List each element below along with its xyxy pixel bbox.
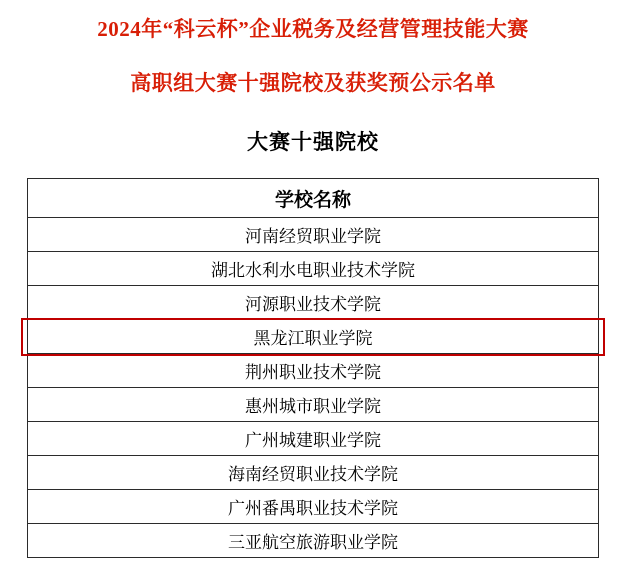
table-row [28,388,599,422]
school-table [27,178,599,558]
title-line-2: 高职组大赛十强院校及获奖预公示名单 [130,71,496,95]
table-row [28,354,599,388]
school-name-cell: 三亚航空旅游职业学院 [28,524,599,558]
table-header-row [28,179,599,218]
school-name-cell: 惠州城市职业学院 [28,388,599,422]
column-header-school-name: 学校名称 [28,179,599,218]
table-row [28,524,599,558]
school-name-cell: 河源职业技术学院 [28,286,599,320]
section-heading: 大赛十强院校 [247,130,379,154]
table-row [28,490,599,524]
table-row [28,286,599,320]
table-row [28,456,599,490]
school-name-cell: 海南经贸职业技术学院 [28,456,599,490]
school-name-cell: 湖北水利水电职业技术学院 [28,252,599,286]
school-name-cell: 荆州职业技术学院 [28,354,599,388]
table-row [28,218,599,252]
school-name-cell: 黑龙江职业学院 [28,320,599,354]
school-name-cell: 广州番禺职业技术学院 [28,490,599,524]
table-header [28,179,599,218]
table-row [28,252,599,286]
table-body [28,218,599,558]
school-name-cell: 河南经贸职业学院 [28,218,599,252]
table-row [28,422,599,456]
school-table-wrapper [27,178,599,558]
document-title-block [0,0,626,98]
table-row [28,320,599,354]
title-line-1: 2024年“科云杯”企业税务及经营管理技能大赛 [97,17,529,41]
school-name-cell: 广州城建职业学院 [28,422,599,456]
